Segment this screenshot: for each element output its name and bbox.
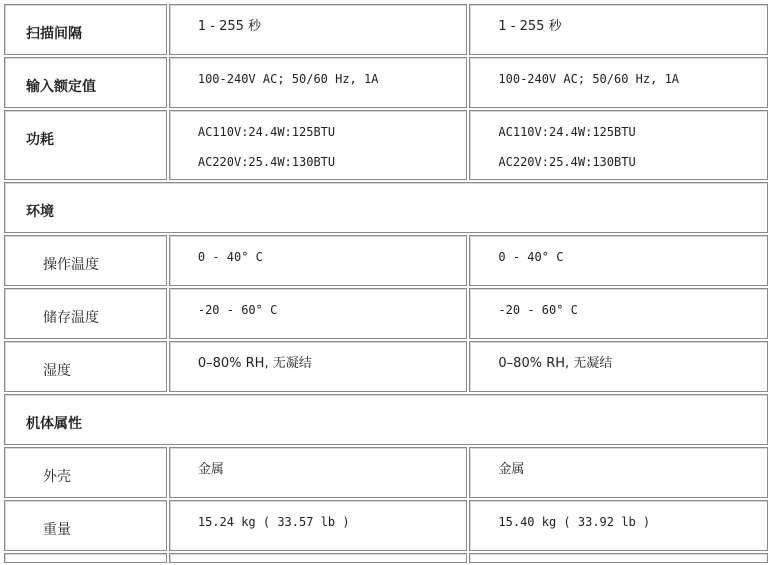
row-value bbox=[469, 341, 768, 392]
value-text: 金属 bbox=[197, 462, 224, 477]
section-title: 环境 bbox=[4, 182, 768, 233]
row-value: -20 - 60° C bbox=[469, 288, 768, 339]
value-text: 1 - 255 秒 bbox=[498, 19, 562, 34]
row-label: 湿度 bbox=[4, 341, 167, 392]
table-row bbox=[4, 288, 768, 339]
row-value bbox=[469, 110, 768, 180]
table-row bbox=[4, 4, 768, 55]
row-label: 重量 bbox=[4, 500, 167, 551]
value-line: AC220V:25.4W:130BTU bbox=[498, 155, 636, 169]
section-title: 机体属性 bbox=[4, 394, 768, 445]
table-row bbox=[4, 500, 768, 551]
row-label: 功耗 bbox=[4, 110, 167, 180]
row-label: 外壳 bbox=[4, 447, 167, 498]
row-label: 储存温度 bbox=[4, 288, 167, 339]
row-value bbox=[169, 553, 468, 563]
row-value bbox=[169, 4, 468, 55]
value-line: AC110V:24.4W:125BTU bbox=[197, 125, 336, 139]
row-value bbox=[169, 110, 468, 180]
section-header bbox=[4, 394, 768, 445]
table-row bbox=[4, 110, 768, 180]
row-value bbox=[169, 447, 468, 498]
table-row bbox=[4, 447, 768, 498]
row-value: 100-240V AC; 50/60 Hz, 1A bbox=[469, 57, 768, 108]
value-text: 0–80% RH, 无凝结 bbox=[197, 356, 312, 371]
row-value: 15.40 kg ( 33.92 lb ) bbox=[469, 500, 768, 551]
row-value bbox=[469, 553, 768, 563]
value-text: 1 - 255 秒 bbox=[197, 19, 262, 34]
section-header bbox=[4, 182, 768, 233]
value-line: AC220V:25.4W:130BTU bbox=[197, 155, 336, 169]
row-value bbox=[169, 341, 468, 392]
table-row bbox=[4, 235, 768, 286]
row-value: 0 - 40° C bbox=[169, 235, 468, 286]
table-row bbox=[4, 553, 768, 563]
row-value bbox=[469, 447, 768, 498]
row-value: -20 - 60° C bbox=[169, 288, 468, 339]
value-text: 0–80% RH, 无凝结 bbox=[498, 356, 613, 371]
value-text: 金属 bbox=[498, 462, 525, 477]
table-row bbox=[4, 57, 768, 108]
row-value: 0 - 40° C bbox=[469, 235, 768, 286]
row-label: 输入额定值 bbox=[4, 57, 167, 108]
row-label bbox=[4, 553, 167, 563]
row-label: 操作温度 bbox=[4, 235, 167, 286]
row-label: 扫描间隔 bbox=[4, 4, 167, 55]
table-row bbox=[4, 341, 768, 392]
row-value: 15.24 kg ( 33.57 lb ) bbox=[169, 500, 468, 551]
row-value: 100-240V AC; 50/60 Hz, 1A bbox=[169, 57, 468, 108]
spec-table bbox=[2, 2, 770, 565]
row-value bbox=[469, 4, 768, 55]
value-line: AC110V:24.4W:125BTU bbox=[498, 125, 636, 139]
